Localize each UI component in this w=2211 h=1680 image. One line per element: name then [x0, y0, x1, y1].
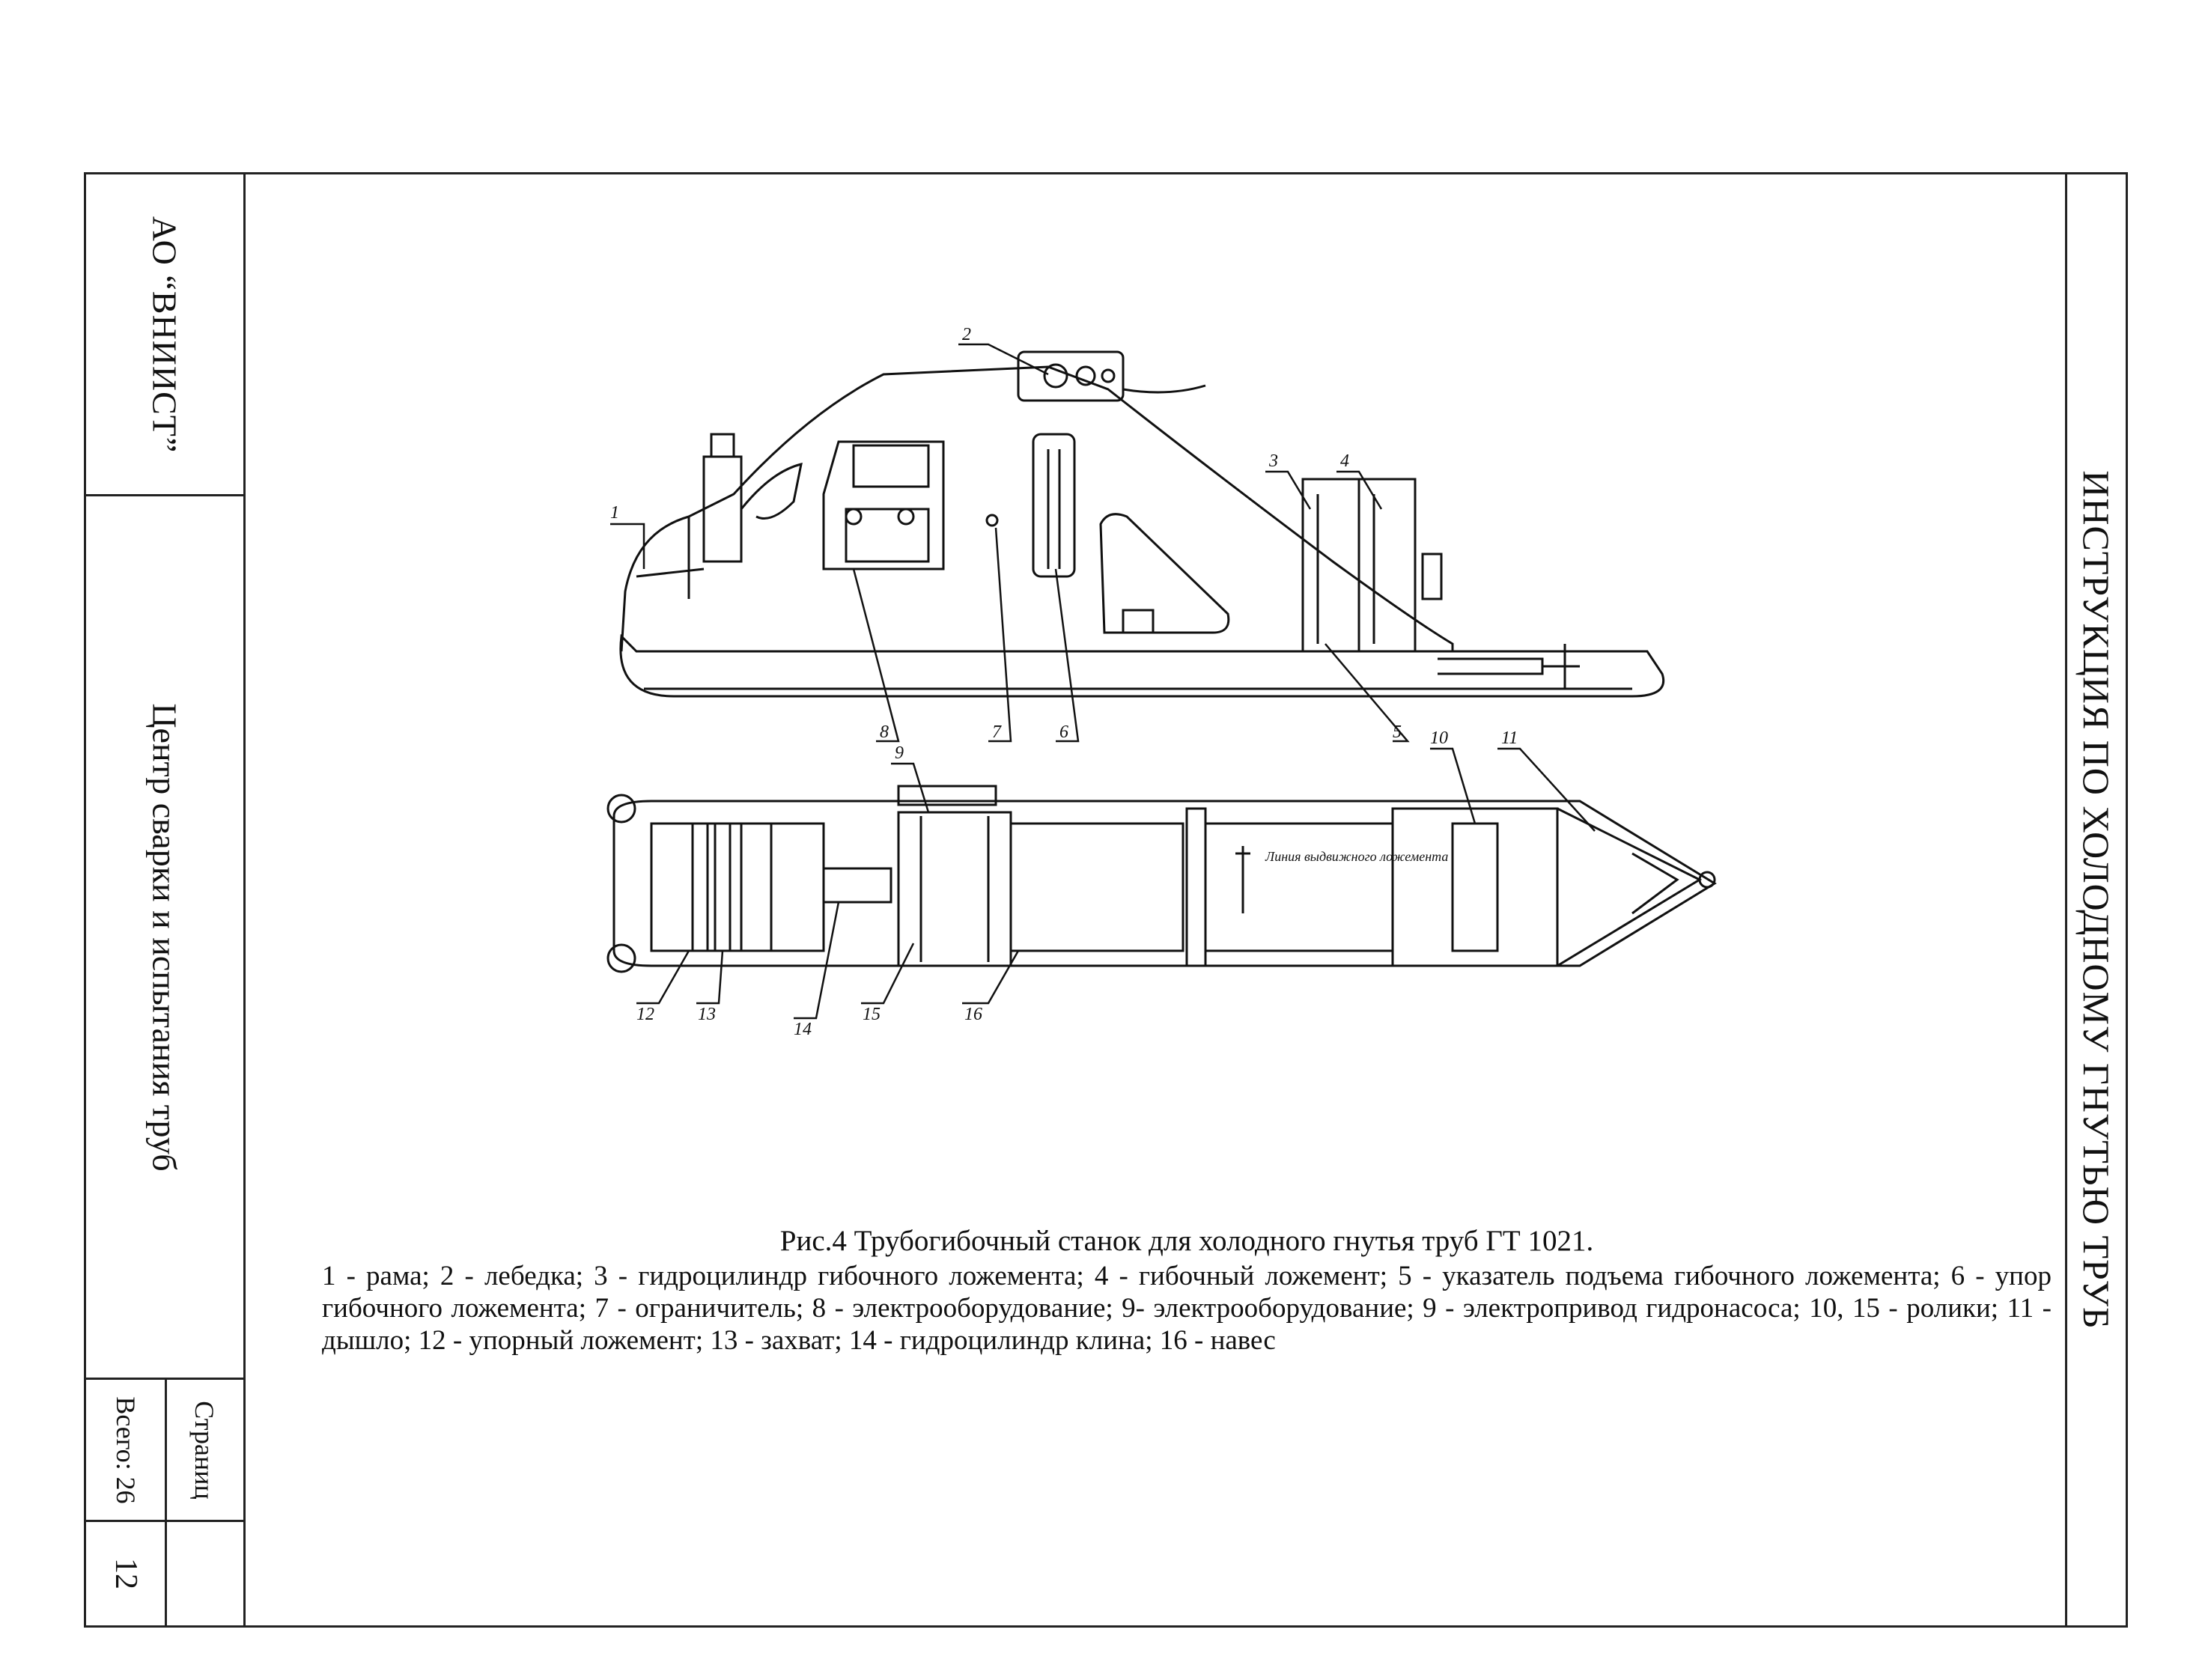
- callout-3: 3: [1269, 451, 1278, 471]
- callout-1: 1: [610, 503, 619, 523]
- plan-view-inscription: Линия выдвижного ложемента: [1265, 849, 1449, 864]
- pages-label: Страниц: [189, 1400, 219, 1500]
- department-cell: [86, 496, 243, 1380]
- callout-5: 5: [1393, 722, 1402, 742]
- callout-15: 15: [863, 1005, 881, 1024]
- callout-16: 16: [964, 1005, 982, 1024]
- callout-6: 6: [1059, 722, 1068, 742]
- organization-cell: [86, 174, 243, 496]
- pages-cell: [86, 1380, 243, 1522]
- figure-caption: [322, 1225, 2052, 1357]
- plan-view-callouts: [636, 749, 1595, 1018]
- callout-8: 8: [880, 722, 889, 742]
- page-number-cell: [86, 1522, 243, 1625]
- callout-numbers: [610, 325, 1518, 1039]
- callout-10: 10: [1430, 728, 1448, 748]
- right-title-strip: [2065, 174, 2126, 1625]
- callout-4: 4: [1340, 451, 1349, 471]
- left-stamp-strip: [86, 174, 246, 1625]
- plan-view: [608, 786, 1715, 972]
- department-name: Центр сварки и испытания труб: [145, 702, 184, 1172]
- document-title: ИНСТРУКЦИЯ ПО ХОЛОДНОМУ ГНУТЬЮ ТРУБ: [2075, 470, 2117, 1330]
- total-pages: Всего: 26: [110, 1396, 141, 1504]
- organization-name: АО “ВНИИСТ”: [145, 216, 184, 453]
- pipe-bending-machine-drawing: [569, 325, 1812, 1108]
- callout-11: 11: [1501, 728, 1518, 748]
- side-view: [621, 352, 1664, 696]
- callout-13: 13: [698, 1005, 716, 1024]
- figure-title: Рис.4 Трубогибочный станок для холодного гнутья труб ГТ 1021.: [779, 1225, 1594, 1257]
- callout-9: 9: [895, 743, 904, 763]
- callout-12: 12: [636, 1005, 654, 1024]
- callout-2: 2: [962, 325, 971, 344]
- figure-legend: 1 - рама; 2 - лебедка; 3 - гидроцилиндр гибочного ложемента; 4 - гибочный ложемент; 5 - указатель подъема гибочного ложемента; 6 - упор гибочного ложемента; 7 - ограничитель; 8 - электрооборудование; 9- электрооборудование; 9 - электропривод гидронасоса; 10, 15 - ролики; 11 - дышло; 12 - упорный ложемент; 13 - захват; 14 - гидроцилиндр клина; 16 - навес: [322, 1261, 2052, 1356]
- page-number: 12: [108, 1558, 143, 1589]
- side-view-callouts: [610, 344, 1408, 741]
- callout-14: 14: [794, 1020, 812, 1039]
- callout-7: 7: [992, 722, 1001, 742]
